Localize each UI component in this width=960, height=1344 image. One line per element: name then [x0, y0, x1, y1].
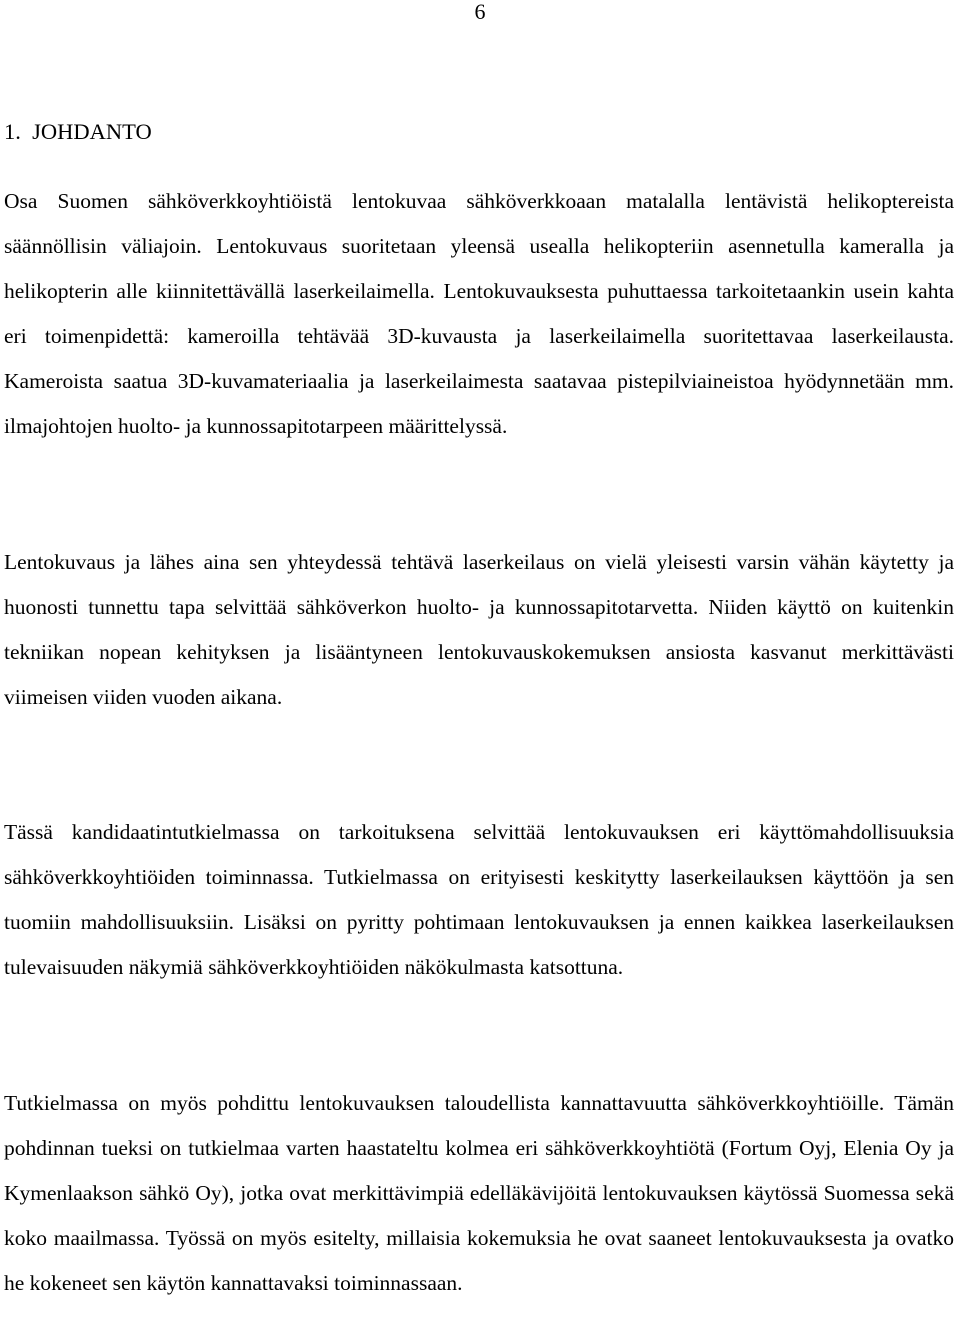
paragraph-3: Tässä kandidaatintutkielmassa on tarkoituksena selvittää lentokuvauksen eri käyttömahdollisuuksia sähköverkkoyhtiöiden toiminnassa. Tutkielmassa on erityisesti keskitytty laserkeilauksen käyttöön ja sen tuomiin mahdollisuuksiin. Lisäksi on pyritty pohtimaan lentokuvauksen ja ennen kaikkea laserkeilauksen tulevaisuuden näkymiä sähköverkkoyhtiöiden näkökulmasta katsottuna. — [4, 820, 954, 979]
chapter-heading: 1. JOHDANTO — [4, 119, 152, 144]
paragraph-4: Tutkielmassa on myös pohdittu lentokuvauksen taloudellista kannattavuutta sähköverkkoyhtiöille. Tämän pohdinnan tueksi on tutkielmaa varten haastateltu kolmea eri sähköverkkoyhtiötä (Fortum Oyj, Elenia Oy ja Kymenlaakson sähkö Oy), jotka ovat merkittävimpiä edelläkävijöitä lentokuvauksen käytössä Suomessa sekä koko maailmassa. Työssä on myös esitelty, millaisia kokemuksia he ovat saaneet lentokuvauksesta ja ovatko he kokeneet sen käytön kannattavaksi toiminnassaan. — [4, 1091, 954, 1295]
page-number: 6 — [474, 0, 486, 24]
paragraph-1: Osa Suomen sähköverkkoyhtiöistä lentokuvaa sähköverkkoaan matalalla lentävistä helikoptereista säännöllisin väliajoin. Lentokuvaus suoritetaan yleensä usealla helikopteriin asennetulla kameralla ja helikopterin alle kiinnitettävällä laserkeilaimella. Lentokuvauksesta puhuttaessa tarkoitetaankin usein kahta eri toimenpidettä: kameroilla tehtävää 3D-kuvausta ja laserkeilaimella suoritettavaa laserkeilausta. Kameroista saatua 3D-kuvamateriaalia ja laserkeilaimesta saatavaa pistepilviaineistoa hyödynnetään mm. ilmajohtojen huolto- ja kunnossapitotarpeen määrittelyssä. — [4, 189, 954, 438]
paragraph-2: Lentokuvaus ja lähes aina sen yhteydessä tehtävä laserkeilaus on vielä yleisesti varsin vähän käytetty ja huonosti tunnettu tapa selvittää sähköverkon huolto- ja kunnossapitotarvetta. Niiden käyttö on kuitenkin tekniikan nopean kehityksen ja lisääntyneen lentokuvauskokemuksen ansiosta kasvanut merkittävästi viimeisen viiden vuoden aikana. — [4, 550, 954, 709]
